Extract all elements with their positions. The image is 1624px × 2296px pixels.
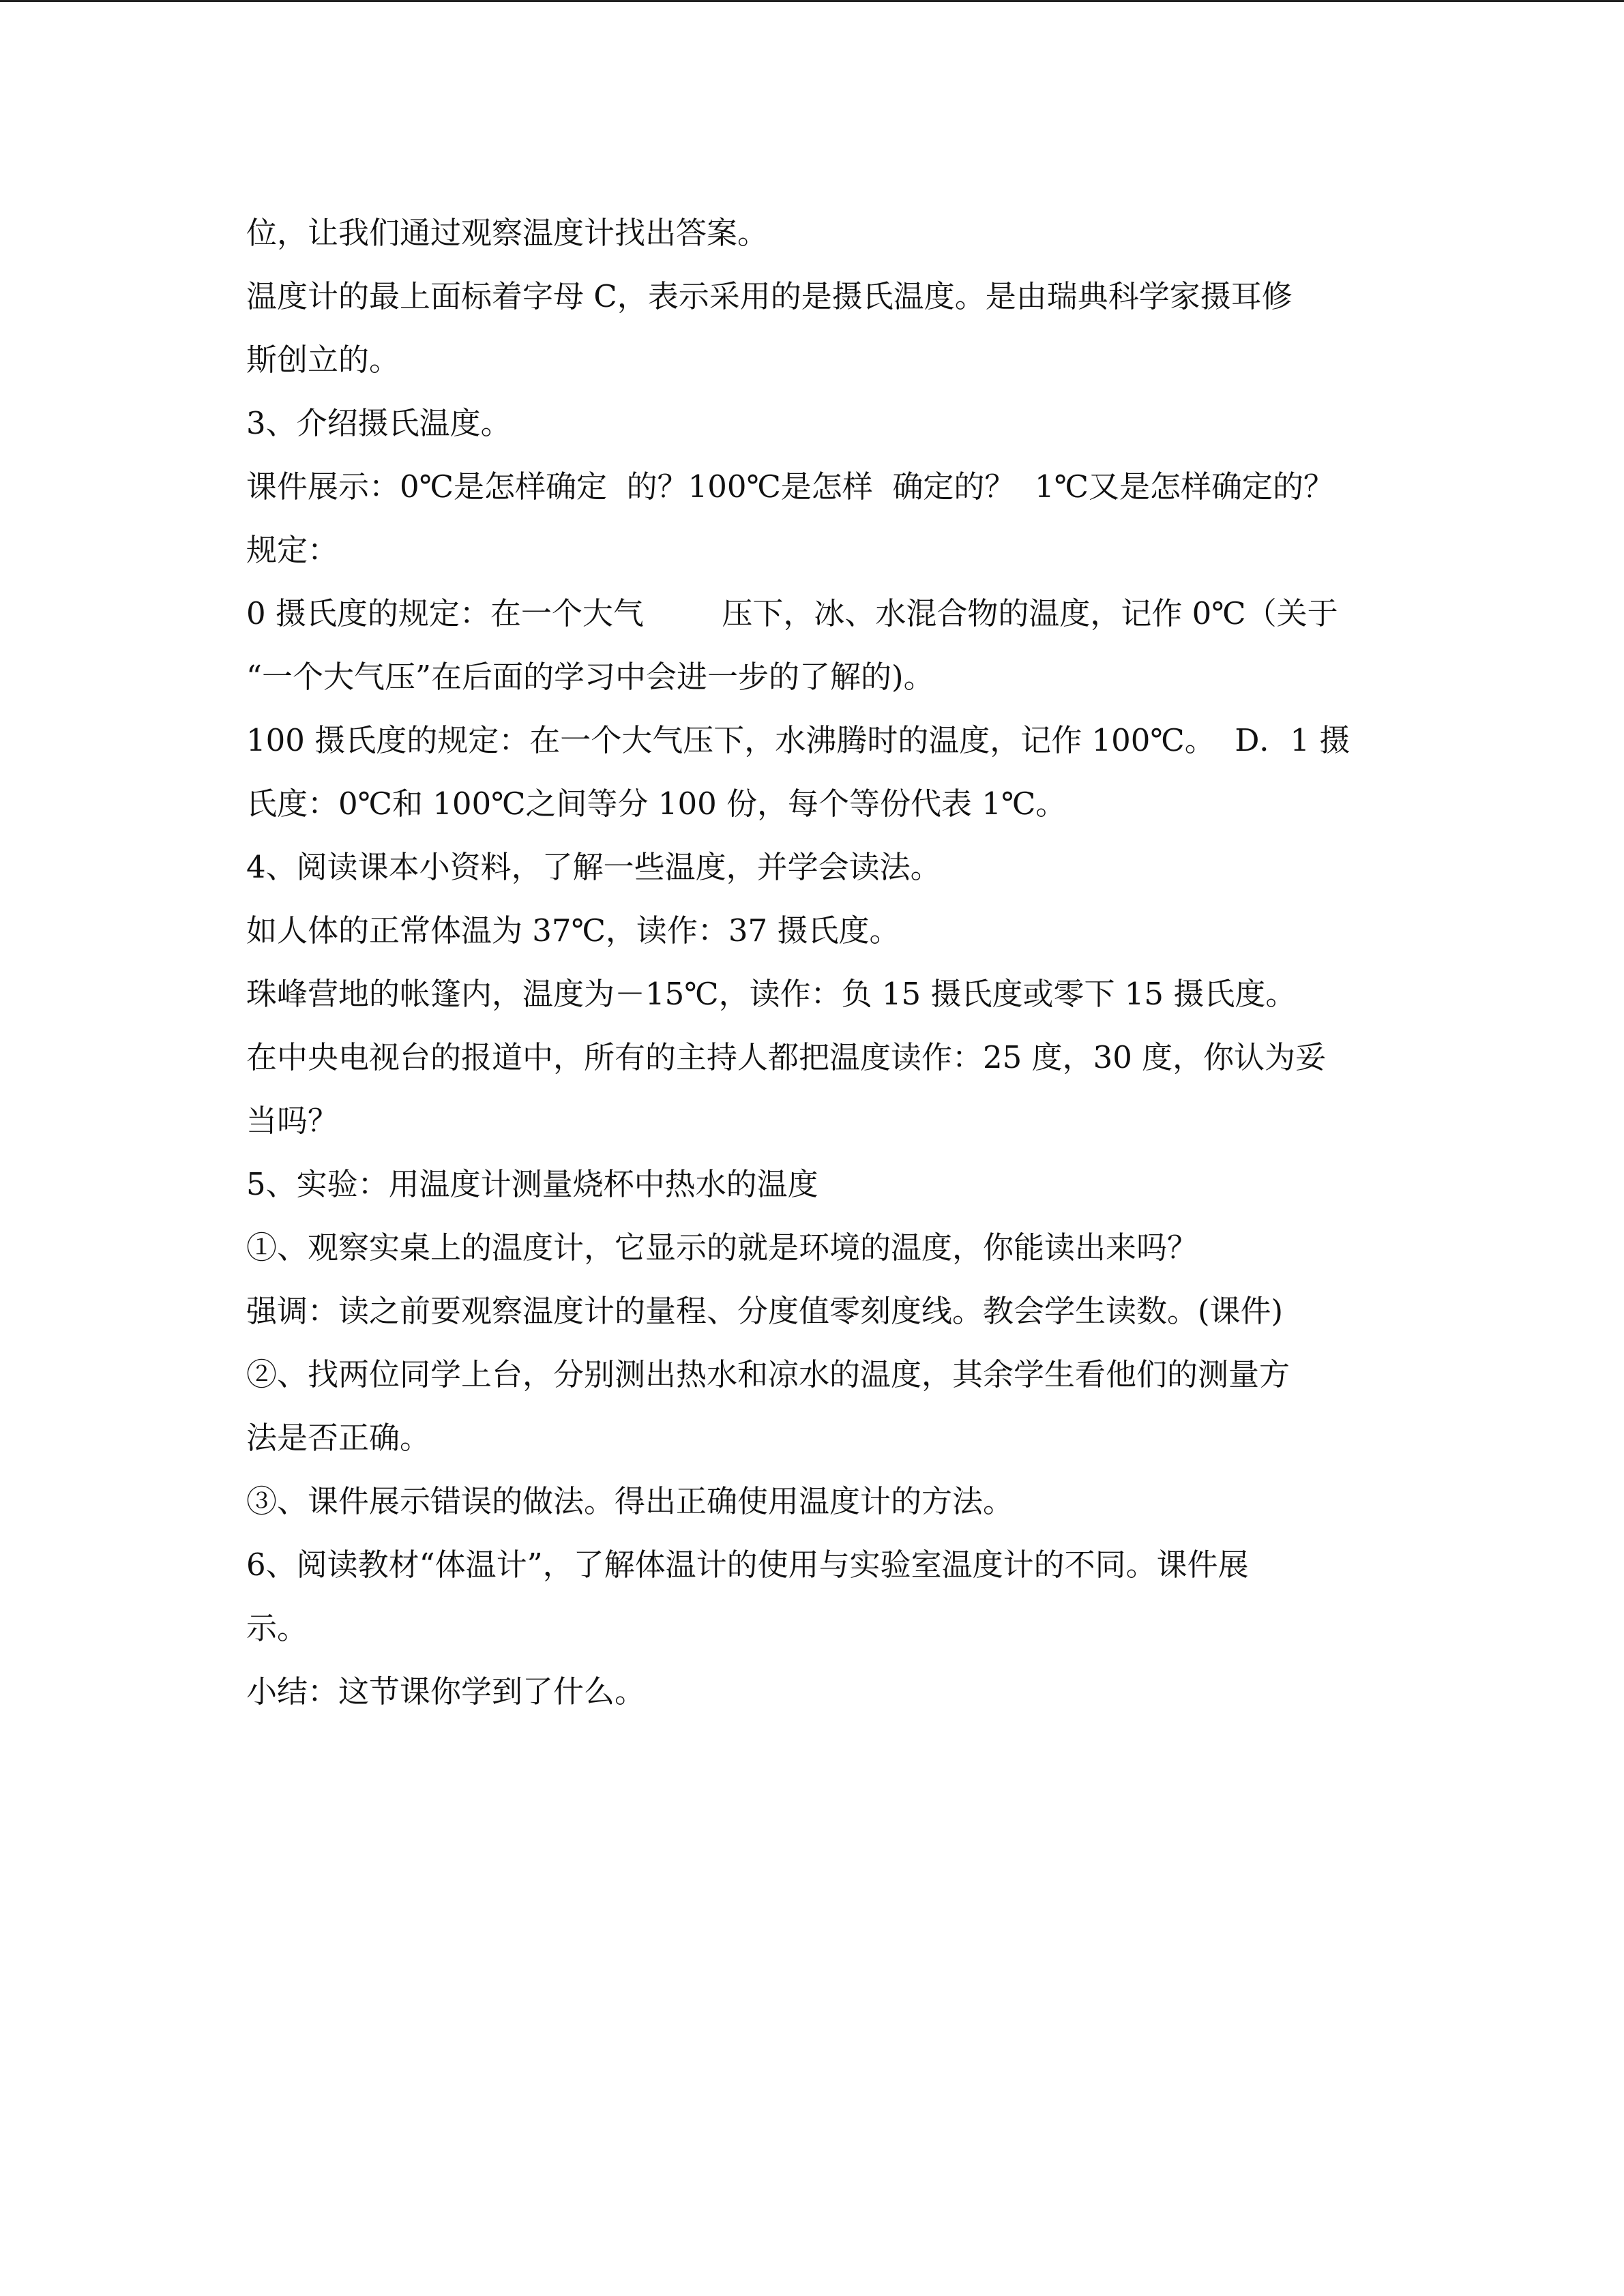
- text-line: 珠峰营地的帐篷内，温度为－15℃，读作：负 15 摄氏度或零下 15 摄氏度。: [246, 976, 1297, 1012]
- text-line: 0 摄氏度的规定：在一个大气 压下，冰、水混合物的温度，记作 0℃（关于: [246, 595, 1338, 631]
- text-line: 法是否正确。: [246, 1420, 431, 1456]
- text-line: 斯创立的。: [246, 342, 400, 378]
- section-heading: 3、介绍摄氏温度。: [246, 405, 512, 441]
- text-line: 课件展示：0℃是怎样确定 的？100℃是怎样 确定的？ 1℃又是怎样确定的？: [246, 468, 1334, 505]
- text-line: 在中央电视台的报道中，所有的主持人都把温度读作：25 度，30 度，你认为妥: [246, 1039, 1327, 1075]
- text-line: 示。: [246, 1610, 308, 1646]
- text-line: 氏度：0℃和 100℃之间等分 100 份，每个等份代表 1℃。: [246, 786, 1067, 822]
- text-line: 100 摄氏度的规定：在一个大气压下，水沸腾时的温度，记作 100℃。 D．1 摄: [246, 722, 1350, 758]
- section-heading: 6、阅读教材“体温计”，了解体温计的使用与实验室温度计的不同。课件展: [246, 1547, 1249, 1583]
- text-line: “一个大气压”在后面的学习中会进一步的了解的)。: [246, 659, 934, 695]
- text-line: 强调：读之前要观察温度计的量程、分度值零刻度线。教会学生读数。(课件): [246, 1293, 1284, 1329]
- text-line: 温度计的最上面标着字母 C，表示采用的是摄氏温度。是由瑞典科学家摄耳修: [246, 278, 1293, 314]
- text-line: 规定：: [246, 532, 339, 568]
- text-line: ③、课件展示错误的做法。得出正确使用温度计的方法。: [246, 1483, 1014, 1519]
- text-line: 位，让我们通过观察温度计找出答案。: [246, 215, 769, 251]
- text-line: 当吗？: [246, 1103, 339, 1139]
- page-top-border: [0, 0, 1624, 2]
- text-line: ②、找两位同学上台，分别测出热水和凉水的温度，其余学生看他们的测量方: [246, 1356, 1290, 1392]
- text-line: ①、观察实桌上的温度计，它显示的就是环境的温度，你能读出来吗？: [246, 1229, 1198, 1266]
- section-heading: 5、实验：用温度计测量烧杯中热水的温度: [246, 1166, 818, 1202]
- document-body: [246, 201, 1392, 1723]
- text-line: 如人体的正常体温为 37℃，读作：37 摄氏度。: [246, 912, 900, 949]
- section-heading: 4、阅读课本小资料，了解一些温度，并学会读法。: [246, 849, 941, 885]
- summary-line: 小结：这节课你学到了什么。: [246, 1673, 646, 1710]
